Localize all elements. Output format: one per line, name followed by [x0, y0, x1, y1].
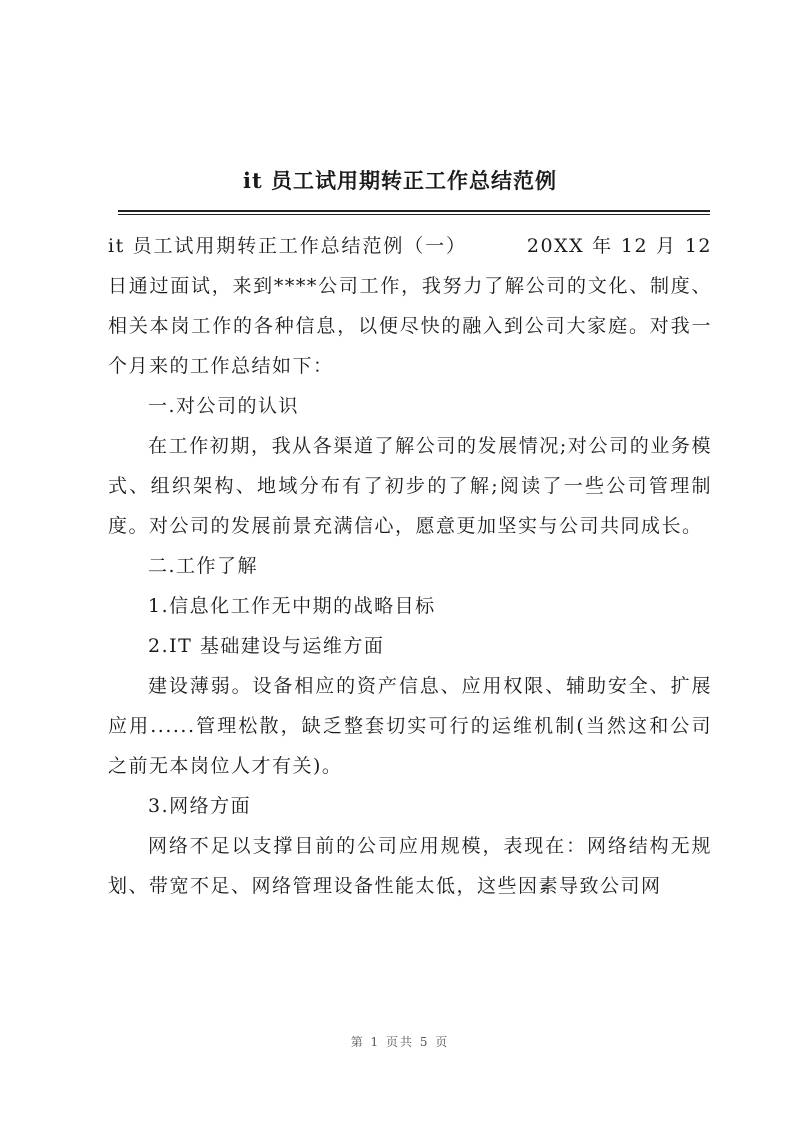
intro-heading: it 员工试用期转正工作总结范例（一）	[108, 235, 467, 257]
title-divider	[118, 210, 710, 212]
paragraph-infrastructure: 建设薄弱。设备相应的资产信息、应用权限、辅助安全、扩展应用......管理松散，缺乏整套切实可行的运维机制(当然这和公司之前无本岗位人才有关)。	[108, 675, 712, 777]
page-number-footer: 第 1 页共 5 页	[350, 1035, 450, 1049]
document-title: it 员工试用期转正工作总结范例	[243, 168, 557, 193]
paragraph-network: 网络不足以支撑目前的公司应用规模，表现在：网络结构无规划、带宽不足、网络管理设备性能太低，这些因素导致公司网	[108, 835, 712, 897]
list-item-network: 3.网络方面	[148, 795, 252, 817]
intro-text: 20XX 年 12 月 12 日通过面试，来到****公司工作，我努力了解公司的文化、制度、相关本岗工作的各种信息，以便尽快的融入到公司大家庭。对我一个月来的工作总结如下：	[108, 235, 712, 377]
list-item-strategy: 1.信息化工作无中期的战略目标	[148, 595, 436, 617]
intro-paragraph	[108, 226, 712, 386]
document-body	[108, 226, 712, 906]
list-item-infrastructure: 2.IT 基础建设与运维方面	[148, 635, 385, 657]
section-paragraph-company: 在工作初期，我从各渠道了解公司的发展情况;对公司的业务模式、组织架构、地域分布有了初步的了解;阅读了一些公司管理制度。对公司的发展前景充满信心，愿意更加坚实与公司共同成长。	[108, 435, 712, 537]
section-heading-company: 一.对公司的认识	[148, 395, 300, 417]
title-divider-thin	[118, 214, 710, 215]
section-heading-work: 二.工作了解	[148, 555, 259, 577]
